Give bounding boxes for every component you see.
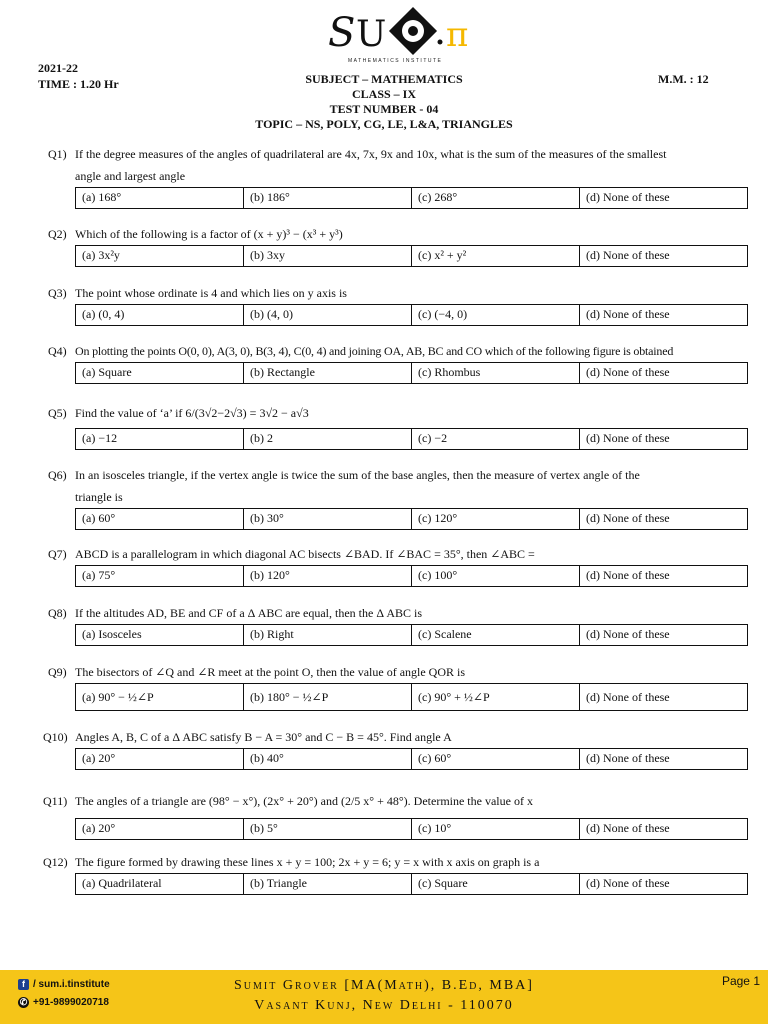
facebook-handle[interactable]: / sum.i.tinstitute [33,979,110,990]
option-a: (a) Isosceles [76,625,244,645]
class-title: CLASS – IX [351,87,417,101]
option-b: (b) 3xy [244,246,412,266]
option-c: (c) Scalene [412,625,580,645]
options-row [75,187,748,209]
option-b: (b) 2 [244,429,412,449]
option-c: (c) 90° + ½∠P [412,684,580,710]
option-d: (d) None of these [586,511,670,525]
option-d: (d) None of these [586,821,670,835]
svg-text:S: S [328,10,356,56]
option-d: (d) None of these [586,365,670,379]
svg-text:U: U [356,14,387,55]
options-row [75,428,748,450]
option-b: (b) 180° − ½∠P [244,684,412,710]
options-row [75,245,748,267]
question-text-continued: triangle is [75,490,123,504]
question-3 [48,282,758,326]
test-time: TIME : 1.20 Hr [38,77,119,91]
question-1 [48,143,758,209]
facebook-icon: f [18,979,29,990]
footer-address [180,976,588,1016]
question-text: The bisectors of ∠Q and ∠R meet at the point O, then the value of angle QOR is [75,665,466,679]
option-a: (a) 75° [76,566,244,586]
question-text: The point whose ordinate is 4 and which lies on y axis is [75,286,347,300]
option-a: (a) (0, 4) [76,305,244,325]
option-a: (a) 20° [76,749,244,769]
option-a: (a) 90° − ½∠P [76,684,244,710]
question-10 [43,726,758,770]
question-7 [48,543,758,587]
option-d: (d) None of these [586,431,670,445]
option-d: (d) None of these [586,876,670,890]
question-text-continued: angle and largest angle [75,169,186,183]
options-row [75,304,748,326]
question-8 [48,602,758,646]
option-a: (a) −12 [76,429,244,449]
option-c: (c) Square [412,874,580,894]
question-text: If the degree measures of the angles of quadrilateral are 4x, 7x, 9x and 10x, what is the sum of the measures of the smallest [75,147,667,161]
footer-contacts [18,976,110,1012]
option-a: (a) 168° [76,188,244,208]
question-number: Q10) [43,730,68,744]
phone-number[interactable]: +91-9899020718 [33,997,109,1008]
question-text: The figure formed by drawing these lines x + y = 100; 2x + y = 6; y = x with x axis on graph is a [75,855,540,869]
page-footer [0,970,768,1024]
option-c: (c) −2 [412,429,580,449]
question-text: Find the value of ‘a’ if 6/(3√2−2√3) = 3√2 − a√3 [75,406,309,420]
max-marks: M.M. : 12 [658,72,709,86]
question-11 [43,788,758,840]
page-number: Page 1 [721,974,760,988]
options-row [75,624,748,646]
option-d: (d) None of these [586,690,670,704]
option-b: (b) 186° [244,188,412,208]
question-text: On plotting the points O(0, 0), A(3, 0), B(3, 4), C(0, 4) and joining OA, AB, BC and CO which of the following figure is obtained [75,344,674,358]
question-text: In an isosceles triangle, if the vertex angle is twice the sum of the base angles, then the measure of vertex angle of the [75,468,640,482]
question-9 [48,661,758,711]
option-c: (c) 10° [412,819,580,839]
phone-icon: ✆ [19,996,28,1007]
option-b: (b) Rectangle [244,363,412,383]
option-c: (c) Rhombus [412,363,580,383]
option-d: (d) None of these [586,751,670,765]
question-number: Q2) [48,227,67,241]
option-b: (b) 120° [244,566,412,586]
question-text: If the altitudes AD, BE and CF of a Δ ABC are equal, then the Δ ABC is [75,606,423,620]
options-row [75,362,748,384]
option-a: (a) Quadrilateral [76,874,244,894]
question-text: ABCD is a parallelogram in which diagonal AC bisects ∠BAD. If ∠BAC = 35°, then ∠ABC = [75,547,535,561]
option-b: (b) 40° [244,749,412,769]
option-d: (d) None of these [586,568,670,582]
options-row [75,683,748,711]
logo-tagline: MATHEMATICS INSTITUTE [348,58,443,64]
question-text: Which of the following is a factor of (x + y)³ − (x³ + y³) [75,227,343,241]
question-number: Q6) [48,468,67,482]
options-row [75,508,748,530]
option-c: (c) (−4, 0) [412,305,580,325]
option-c: (c) 120° [412,509,580,529]
question-number: Q1) [48,147,67,161]
topic-title: TOPIC – NS, POLY, CG, LE, L&A, TRIANGLES [255,117,513,131]
options-row [75,748,748,770]
question-number: Q4) [48,344,67,358]
question-number: Q3) [48,286,67,300]
header-left [38,60,119,92]
question-text: The angles of a triangle are (98° − x°), (2x° + 20°) and (2/5 x° + 48°). Determine the value of x [75,794,533,808]
question-text: Angles A, B, C of a Δ ABC satisfy B − A = 30° and C − B = 45°. Find angle A [75,730,452,744]
options-row [75,565,748,587]
question-number: Q11) [43,794,68,808]
option-d: (d) None of these [586,627,670,641]
option-c: (c) x² + y² [412,246,580,266]
svg-text:π: π [446,15,469,55]
question-number: Q12) [43,855,68,869]
question-number: Q8) [48,606,67,620]
option-a: (a) Square [76,363,244,383]
option-b: (b) Triangle [244,874,412,894]
question-6 [48,464,758,530]
option-b: (b) 5° [244,819,412,839]
question-number: Q7) [48,547,67,561]
footer-location-line: Vasant Kunj, New Delhi - 110070 [254,998,514,1013]
option-a: (a) 3x²y [76,246,244,266]
option-d: (d) None of these [586,190,670,204]
option-c: (c) 268° [412,188,580,208]
option-a: (a) 20° [76,819,244,839]
question-4 [48,340,758,384]
option-b: (b) Right [244,625,412,645]
question-number: Q5) [48,406,67,420]
footer-author-line: Sumit Grover [MA(Math), B.Ed, MBA] [234,978,534,993]
option-c: (c) 60° [412,749,580,769]
question-5 [48,400,758,450]
option-b: (b) 30° [244,509,412,529]
option-d: (d) None of these [586,307,670,321]
option-d: (d) None of these [586,248,670,262]
academic-year: 2021-22 [38,61,78,75]
option-b: (b) (4, 0) [244,305,412,325]
header-center [200,72,568,132]
option-c: (c) 100° [412,566,580,586]
options-row [75,818,748,840]
question-number: Q9) [48,665,67,679]
options-row [75,873,748,895]
question-2 [48,223,758,267]
question-12 [43,851,758,895]
subject-title: SUBJECT – MATHEMATICS [305,72,463,86]
option-a: (a) 60° [76,509,244,529]
test-number: TEST NUMBER - 04 [329,102,439,116]
